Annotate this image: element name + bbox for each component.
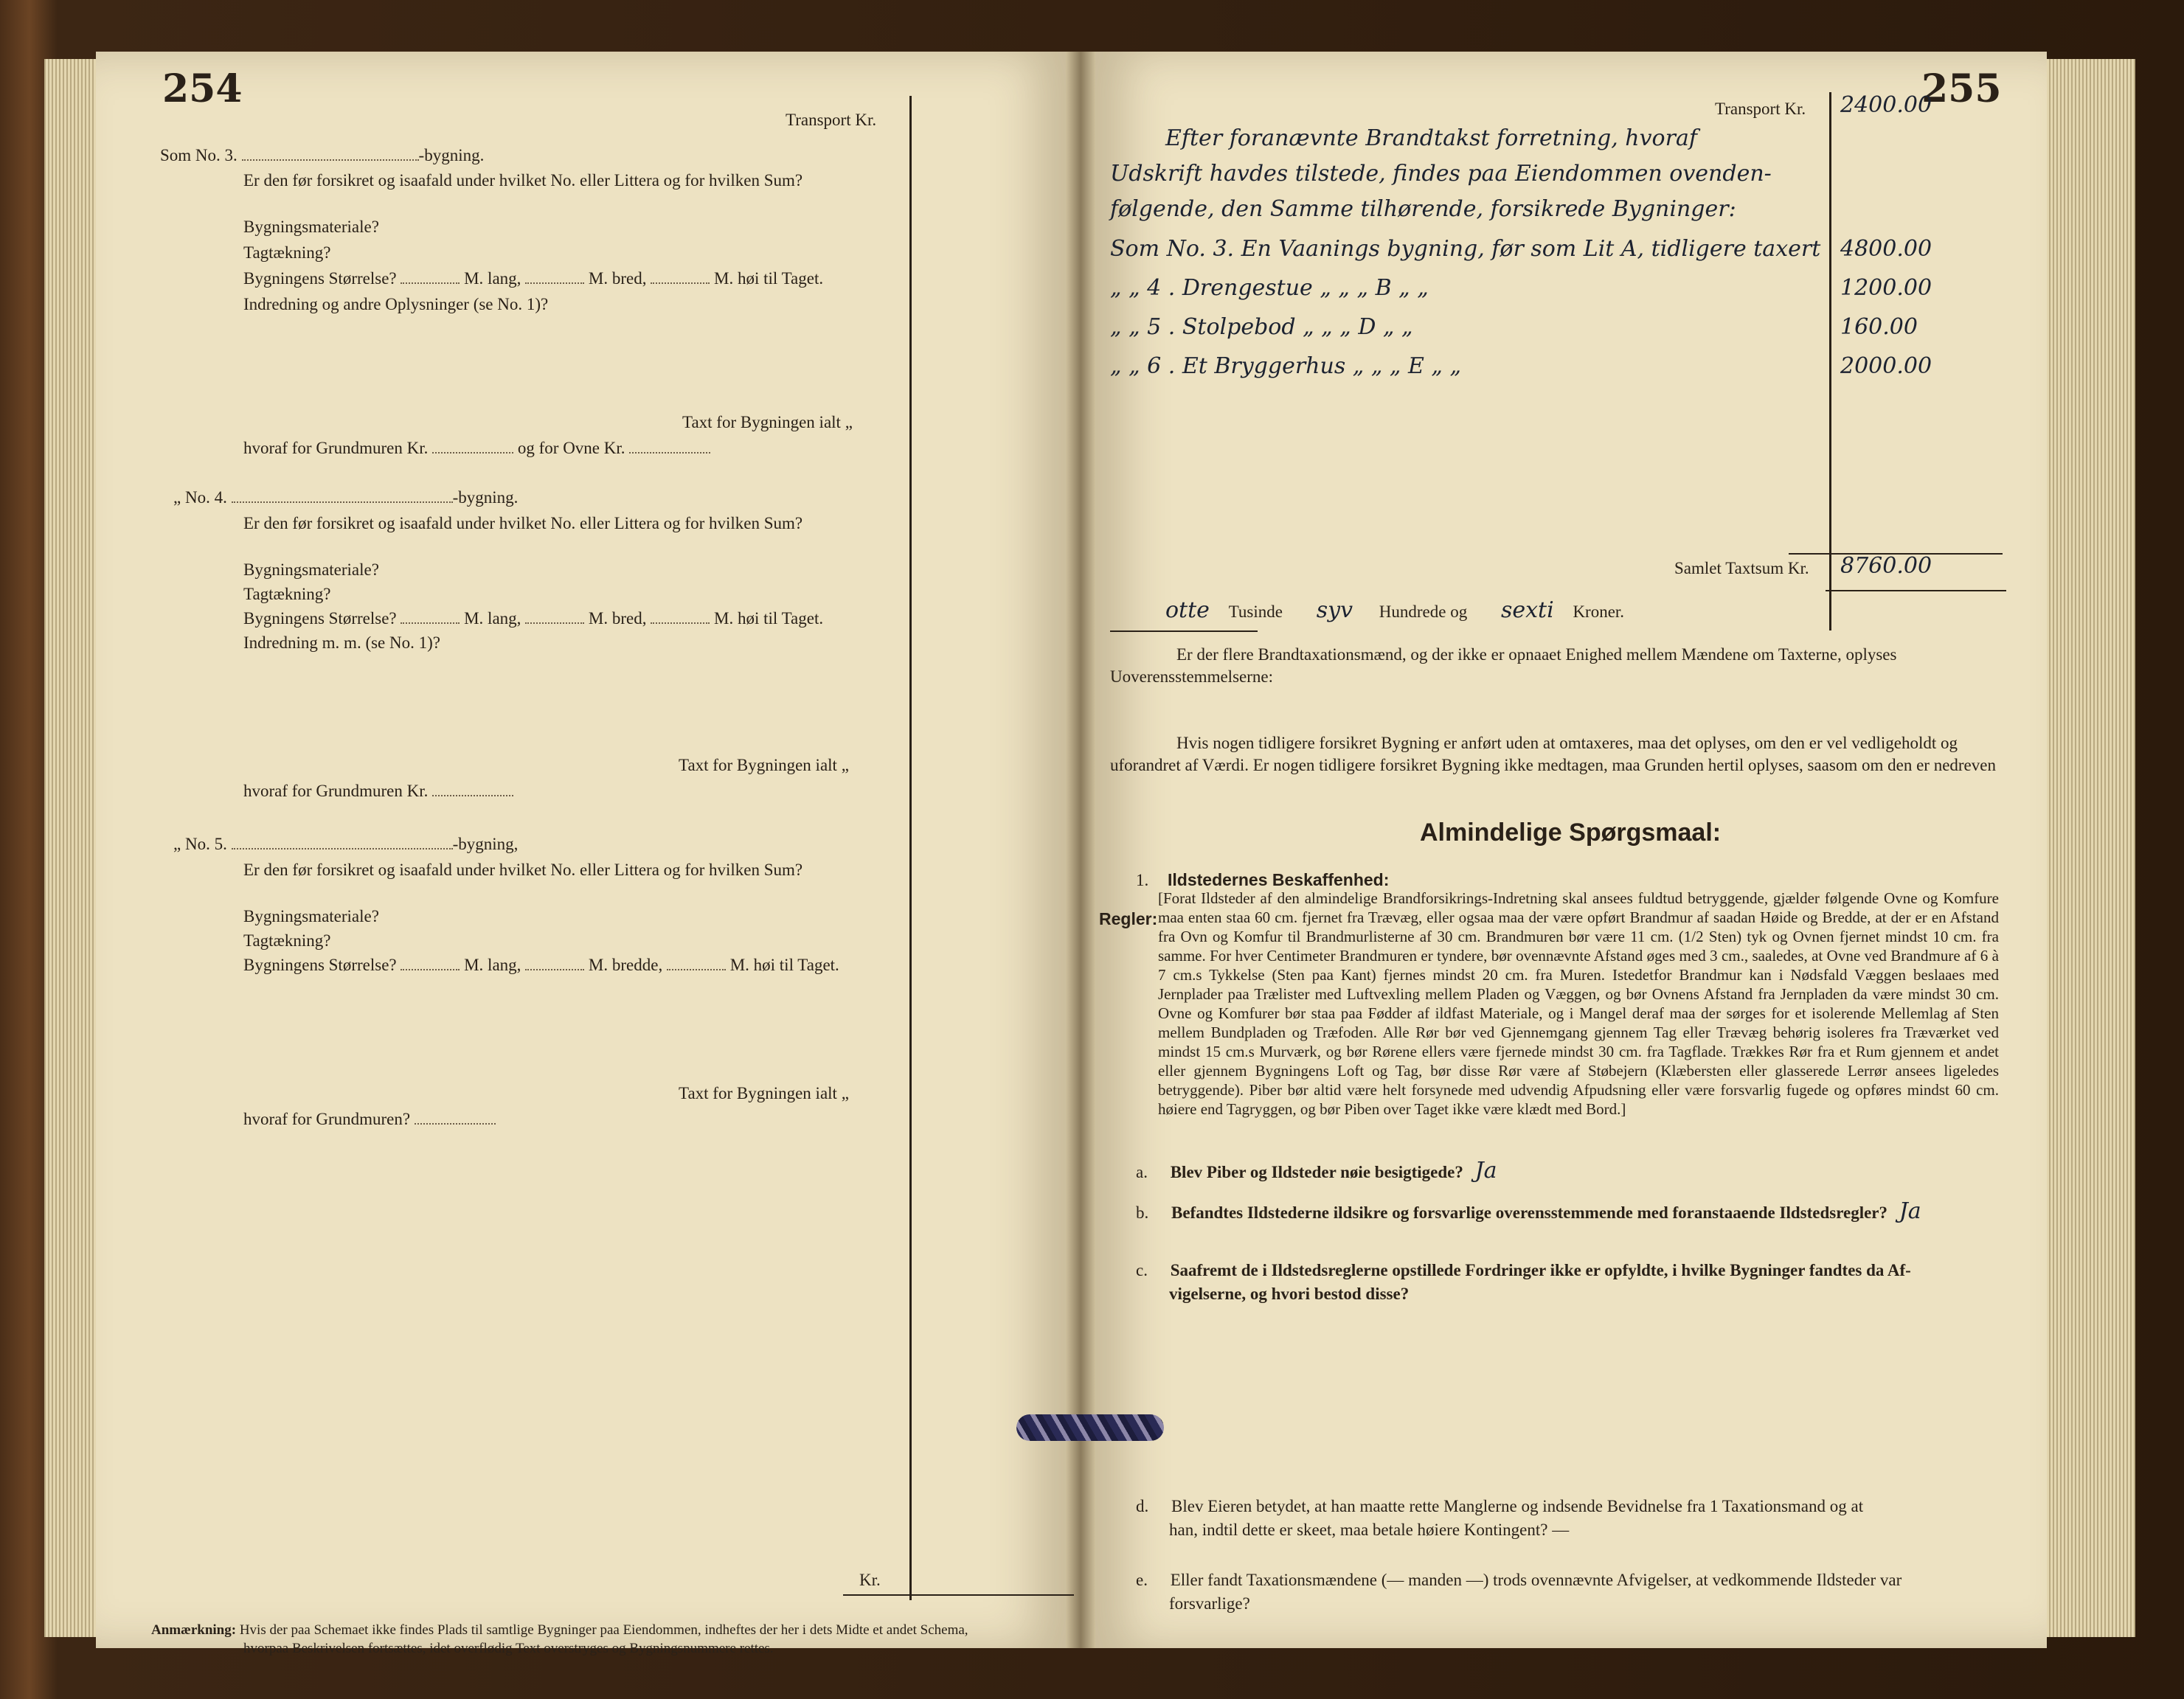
q-lang: M. lang,: [464, 956, 521, 974]
amount-column-rule: [909, 96, 912, 1600]
building-entry-5: „ „ 5 . Stolpebod „ „ „ D „ „: [1110, 314, 1413, 340]
anmaerkning-text-2: hvorpaa Beskrivelsen fortsættes, idet overflødig Text overstryges og Bygningsnummere rettes.: [243, 1641, 774, 1656]
q-hoi: M. høi til Taget.: [714, 609, 824, 628]
transport-value: 2400.00: [1840, 92, 1932, 118]
q-size: Bygningens Størrelse?: [243, 956, 397, 974]
building-amount-6: 2000.00: [1840, 353, 1932, 379]
building-entry-4: „ „ 4 . Drengestue „ „ „ B „ „: [1110, 275, 1429, 301]
ildsted-rules: [Forat Ildsteder af den almindelige Brandforsikrings-Indretning skal ansees fuldtud betryggende, gjælder følgende Ovne og Komfure maa enten staa 60 cm. fjernet fra Trævæg, eller ogsaa maa der være opført Brandmur af saadan Høide og Bredde, at der er en Afstand fra Ovn og Komfur til Brandmurlisterne af 30 cm. Brandmuren bør være 11 cm. (1/2 Sten) tyk og Ovnen fjernet mindst 10 cm. fra samme. For hver Centimeter Brandmuren er tyndere, bør ovennævnte Afstand øges med 3 cm., saaledes, at Ovne ved Brandmure af 6 à 7 cm.s Tykkelse (Sten paa Kant) fjernes mindst 20 cm. fra Muren. Istedetfor Brandmur kan i Nødsfald Væggen beslaaes med Jernplader paa Trælister med Luftvexling mellem Pladen og Væggen, og bør Ovnens Afstand fra Jernpladen da være mindst 30 cm. Ovne og Komfurer bør staa paa Fødder af ildfast Materiale, og i Mangel deraf maa der sørges for et isolerende Mellemlag af Sten mellem Bundpladen og Træfoden. Alle Rør bør ved Gjennemgang gjennem Tag eller Trævæg behørig isoleres fra Træværket ved mindst 15 cm.s Murværk, og bør Rørene ellers være fjernede mindst 30 cm. fra Tagflade. Trækkes Rør fra et Rum gjennem et andet eller gjennem Bygningens Loft og Tag, bør disse Rør være af Støbejern (Klæbersten eller glasserede Lerrør ansees ligeledes betryggende). Piber bør altid være helt forsynede med udvendig Afpudsning eller være forsvarlig fugede og opføres mindst 60 cm. høiere end Tagryggen, og bør Piben over Taget ikke være klædt med Bord.]: [1158, 889, 1999, 1118]
anmaerkning-label: Anmærkning:: [151, 1622, 237, 1638]
q-hoi: M. høi til Taget.: [714, 269, 824, 288]
q-hoi: M. høi til Taget.: [729, 956, 839, 974]
q-material: Bygningsmateriale?: [243, 907, 379, 925]
q-d-letter: d.: [1136, 1497, 1149, 1515]
taxt-label: Taxt for Bygningen ialt: [679, 1084, 837, 1102]
q-size: Bygningens Størrelse?: [243, 269, 397, 288]
block-bygning: -bygning,: [452, 835, 519, 853]
para-taxationsmaend-2: Uoverensstemmelserne:: [1110, 667, 1273, 686]
q-bred: M. bredde,: [588, 956, 663, 974]
ditto-mark: „: [841, 1084, 849, 1102]
ditto-mark: „: [845, 413, 853, 431]
ovne-label: og for Ovne Kr.: [517, 439, 625, 457]
transport-label: Transport Kr.: [786, 111, 877, 129]
building-entry-6: „ „ 6 . Et Bryggerhus „ „ „ E „ „: [1110, 353, 1462, 379]
page-number: 254: [162, 66, 243, 111]
q-b-answer: Ja: [1899, 1198, 1921, 1224]
taxt-label: Taxt for Bygningen ialt: [679, 756, 837, 774]
building-amount-3: 4800.00: [1840, 236, 1932, 262]
q-tag: Tagtækning?: [243, 243, 331, 262]
block-bygning: -bygning.: [418, 146, 485, 164]
q-tag: Tagtækning?: [243, 585, 331, 603]
block-number: No. 5.: [184, 835, 227, 853]
right-page-edges: [2047, 59, 2135, 1637]
taxt-label: Taxt for Bygningen ialt: [682, 413, 841, 431]
tusinde-label: Tusinde: [1228, 602, 1283, 621]
hvoraf-label: hvoraf for Grundmuren?: [243, 1110, 411, 1128]
q-forsikret: Er den før forsikret og isaafald under hvilket No. eller Littera og for hvilken Sum?: [243, 514, 803, 532]
q-a-letter: a.: [1136, 1163, 1148, 1181]
divider: [1110, 630, 1258, 632]
block-bygning: -bygning.: [452, 488, 519, 507]
q-e-text-2: forsvarlige?: [1169, 1594, 1250, 1613]
para-tidligere-2: uforandret af Værdi. Er nogen tidligere forsikret Bygning ikke medtagen, maa Grunden hertil oplyses, saasom om den er nedreven: [1110, 756, 1996, 774]
kroner-label: Kroner.: [1573, 602, 1625, 621]
handwritten-line-2: Udskrift havdes tilstede, findes paa Eiendommen ovenden-: [1110, 161, 1772, 187]
q-tag: Tagtækning?: [243, 931, 331, 950]
block-number: No. 4.: [184, 488, 227, 507]
q-e-text-1: Eller fandt Taxationsmændene (— manden —) trods ovennævnte Afvigelser, at vedkommende Ildsteder var: [1170, 1571, 1902, 1589]
q-size: Bygningens Størrelse?: [243, 609, 397, 628]
tens-words: sexti: [1500, 597, 1554, 623]
q-a-text: Blev Piber og Ildsteder nøie besigtigede?: [1170, 1163, 1463, 1181]
book-gutter: [1066, 52, 1095, 1648]
q-c-text-2: vigelserne, og hvori bestod disse?: [1169, 1285, 1410, 1303]
q-b-text: Befandtes Ildstederne ildsikre og forsvarlige overensstemmende med foranstaaende Ildstedsregler?: [1171, 1203, 1888, 1222]
section-number: 1.: [1136, 871, 1149, 889]
left-page-edges: [44, 59, 96, 1637]
samlet-value: 8760.00: [1840, 553, 1932, 579]
q-lang: M. lang,: [464, 609, 521, 628]
para-taxationsmaend-1: Er der flere Brandtaxationsmænd, og der ikke er opnaaet Enighed mellem Mændene om Taxterne, oplyses: [1176, 645, 1897, 664]
q-bred: M. bred,: [588, 269, 647, 288]
binding-cord: [1016, 1414, 1164, 1441]
block-prefix: Som No.: [160, 146, 221, 164]
hundrede-label: Hundrede og: [1379, 602, 1468, 621]
anmaerkning-text: Hvis der paa Schemaet ikke findes Plads til samtlige Bygninger paa Eiendommen, indheftes der her i dets Midte et andet Schema,: [239, 1622, 968, 1638]
q-d-text-2: han, indtil dette er skeet, maa betale høiere Kontingent? —: [1169, 1521, 1570, 1539]
q-material: Bygningsmateriale?: [243, 560, 379, 579]
handwritten-line-3: følgende, den Samme tilhørende, forsikrede Bygninger:: [1110, 196, 1736, 222]
q-material: Bygningsmateriale?: [243, 218, 379, 236]
hundreds-words: syv: [1316, 597, 1353, 623]
q-forsikret: Er den før forsikret og isaafald under hvilket No. eller Littera og for hvilken Sum?: [243, 861, 803, 879]
ditto-mark: „: [841, 756, 849, 774]
regler-label: Regler:: [1099, 909, 1158, 928]
building-amount-5: 160.00: [1840, 314, 1918, 340]
block-number: 3.: [224, 146, 238, 164]
q-forsikret: Er den før forsikret og isaafald under hvilket No. eller Littera og for hvilken Sum?: [243, 171, 803, 190]
building-amount-4: 1200.00: [1840, 275, 1932, 301]
page-number: 255: [1921, 66, 2002, 111]
q-indredning: Indredning m. m. (se No. 1)?: [243, 633, 440, 652]
samlet-rule: [1826, 590, 2006, 591]
q-b-letter: b.: [1136, 1203, 1149, 1222]
section-heading: Almindelige Spørgsmaal:: [1420, 819, 1722, 847]
q-indredning: Indredning og andre Oplysninger (se No. 1)?: [243, 295, 549, 313]
q-bred: M. bred,: [588, 609, 647, 628]
q-a-answer: Ja: [1474, 1158, 1497, 1184]
handwritten-line-1: Efter foranævnte Brandtakst forretning, hvoraf: [1165, 125, 1697, 151]
samlet-label: Samlet Taxtsum Kr.: [1674, 559, 1809, 577]
transport-label: Transport Kr.: [1715, 100, 1806, 118]
right-page: [1095, 52, 2047, 1648]
q-d-text-1: Blev Eieren betydet, at han maatte rette Manglerne og indsende Bevidnelse fra 1 Taxationsmand og at: [1171, 1497, 1864, 1515]
block-prefix: „: [173, 835, 181, 853]
para-tidligere-1: Hvis nogen tidligere forsikret Bygning er anført uden at omtaxeres, maa det oplyses, om den er vel vedligeholdt og: [1176, 734, 1958, 752]
hvoraf-label: hvoraf for Grundmuren Kr.: [243, 782, 429, 800]
amount-column-rule: [1829, 92, 1831, 630]
q-e-letter: e.: [1136, 1571, 1148, 1589]
q-c-letter: c.: [1136, 1261, 1148, 1279]
q-c-text-1: Saafremt de i Ildstedsreglerne opstillede Fordringer ikke er opfyldte, i hvilke Bygninger fandtes da Af-: [1170, 1261, 1911, 1279]
total-kr-label: Kr.: [859, 1571, 881, 1589]
block-prefix: „: [173, 488, 181, 507]
left-page: [96, 52, 1066, 1656]
thousands-words: otte: [1165, 597, 1210, 623]
total-rule: [843, 1594, 1074, 1596]
building-entry-3: Som No. 3. En Vaanings bygning, før som Lit A, tidligere taxert: [1110, 236, 1821, 262]
section-title: Ildstedernes Beskaffenhed:: [1168, 870, 1390, 889]
q-lang: M. lang,: [464, 269, 521, 288]
hvoraf-label: hvoraf for Grundmuren Kr.: [243, 439, 429, 457]
